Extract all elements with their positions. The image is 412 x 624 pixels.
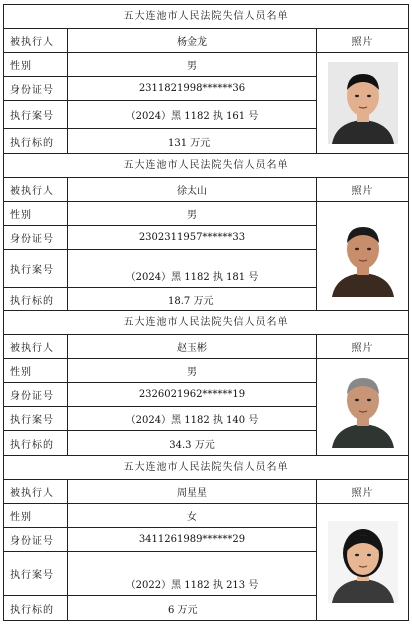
id-number-field-value: 2302311957******33 bbox=[138, 232, 246, 243]
record-body bbox=[4, 178, 408, 310]
amount-field-value: 34.3 万元 bbox=[169, 439, 215, 451]
gender-field-row bbox=[4, 504, 316, 528]
name-field-value: 周星星 bbox=[177, 488, 207, 499]
name-field-value: 杨金龙 bbox=[177, 37, 207, 48]
record-fields bbox=[4, 480, 317, 620]
record-title: 五大连池市人民法院失信人员名单 bbox=[4, 154, 408, 178]
record-body bbox=[4, 29, 408, 153]
name-field-row bbox=[4, 335, 316, 359]
gender-field-value: 男 bbox=[187, 61, 197, 72]
name-field-label: 被执行人 bbox=[4, 178, 68, 201]
gender-field-value: 男 bbox=[187, 367, 197, 378]
amount-field-row bbox=[4, 596, 316, 620]
gender-field-label: 性别 bbox=[4, 359, 68, 382]
record-body bbox=[4, 335, 408, 455]
case-number-field-row bbox=[4, 101, 316, 129]
photo-label: 照片 bbox=[317, 335, 408, 359]
amount-field-label: 执行标的 bbox=[4, 431, 68, 455]
record-block bbox=[3, 153, 409, 310]
name-field-label: 被执行人 bbox=[4, 335, 68, 358]
name-field-row bbox=[4, 178, 316, 202]
record-block bbox=[3, 455, 409, 621]
gender-field-label: 性别 bbox=[4, 53, 68, 76]
photo-column bbox=[317, 335, 408, 455]
id-number-field-value: 2326021962******19 bbox=[138, 389, 246, 400]
id-number-field-value: 3411261989******29 bbox=[138, 534, 246, 545]
gender-field-row bbox=[4, 359, 316, 383]
gender-field-value: 男 bbox=[187, 210, 197, 221]
amount-field-value: 6 万元 bbox=[168, 604, 198, 616]
name-field-label: 被执行人 bbox=[4, 29, 68, 52]
name-field-row bbox=[4, 480, 316, 504]
portrait-photo bbox=[317, 53, 408, 153]
photo-column bbox=[317, 178, 408, 310]
portrait-photo bbox=[317, 202, 408, 310]
case-number-field-value: （2024）黑 1182 执 181 号 bbox=[125, 272, 259, 283]
record-title: 五大连池市人民法院失信人员名单 bbox=[4, 311, 408, 335]
record-fields bbox=[4, 178, 317, 310]
id-number-field-row bbox=[4, 383, 316, 407]
case-number-field-value: （2024）黑 1182 执 161 号 bbox=[125, 111, 259, 122]
photo-label: 照片 bbox=[317, 480, 408, 504]
id-number-field-row bbox=[4, 226, 316, 250]
id-number-field-row bbox=[4, 528, 316, 552]
record-title: 五大连池市人民法院失信人员名单 bbox=[4, 5, 408, 29]
case-number-field-value: （2024）黑 1182 执 140 号 bbox=[125, 415, 259, 426]
amount-field-value: 131 万元 bbox=[168, 137, 211, 149]
amount-field-row bbox=[4, 431, 316, 455]
case-number-field-row bbox=[4, 407, 316, 431]
case-number-field-value: （2022）黑 1182 执 213 号 bbox=[125, 580, 259, 591]
amount-field-label: 执行标的 bbox=[4, 288, 68, 310]
amount-field-value: 18.7 万元 bbox=[168, 295, 214, 307]
id-number-field-value: 2311821998******36 bbox=[138, 83, 246, 94]
gender-field-value: 女 bbox=[187, 512, 197, 523]
gender-field-row bbox=[4, 53, 316, 77]
case-number-field-label: 执行案号 bbox=[4, 407, 68, 430]
case-number-field-label: 执行案号 bbox=[4, 250, 68, 287]
name-field-value: 赵玉彬 bbox=[177, 343, 207, 354]
record-body bbox=[4, 480, 408, 620]
record-title: 五大连池市人民法院失信人员名单 bbox=[4, 456, 408, 480]
amount-field-row bbox=[4, 288, 316, 310]
photo-column bbox=[317, 480, 408, 620]
case-number-field-row bbox=[4, 552, 316, 596]
portrait-photo bbox=[317, 359, 408, 455]
amount-field-label: 执行标的 bbox=[4, 596, 68, 620]
gender-field-row bbox=[4, 202, 316, 226]
amount-field-label: 执行标的 bbox=[4, 129, 68, 153]
name-field-label: 被执行人 bbox=[4, 480, 68, 503]
photo-label: 照片 bbox=[317, 178, 408, 202]
blacklist-sheet bbox=[3, 4, 409, 621]
photo-column bbox=[317, 29, 408, 153]
case-number-field-label: 执行案号 bbox=[4, 101, 68, 128]
id-number-field-row bbox=[4, 77, 316, 101]
name-field-row bbox=[4, 29, 316, 53]
record-fields bbox=[4, 29, 317, 153]
case-number-field-label: 执行案号 bbox=[4, 552, 68, 595]
name-field-value: 徐太山 bbox=[177, 186, 207, 197]
id-number-field-label: 身份证号 bbox=[4, 226, 68, 249]
photo-label: 照片 bbox=[317, 29, 408, 53]
gender-field-label: 性别 bbox=[4, 504, 68, 527]
portrait-photo bbox=[317, 504, 408, 620]
case-number-field-row bbox=[4, 250, 316, 288]
record-block bbox=[3, 4, 409, 153]
amount-field-row bbox=[4, 129, 316, 153]
id-number-field-label: 身份证号 bbox=[4, 77, 68, 100]
id-number-field-label: 身份证号 bbox=[4, 383, 68, 406]
id-number-field-label: 身份证号 bbox=[4, 528, 68, 551]
gender-field-label: 性别 bbox=[4, 202, 68, 225]
record-block bbox=[3, 310, 409, 455]
record-fields bbox=[4, 335, 317, 455]
